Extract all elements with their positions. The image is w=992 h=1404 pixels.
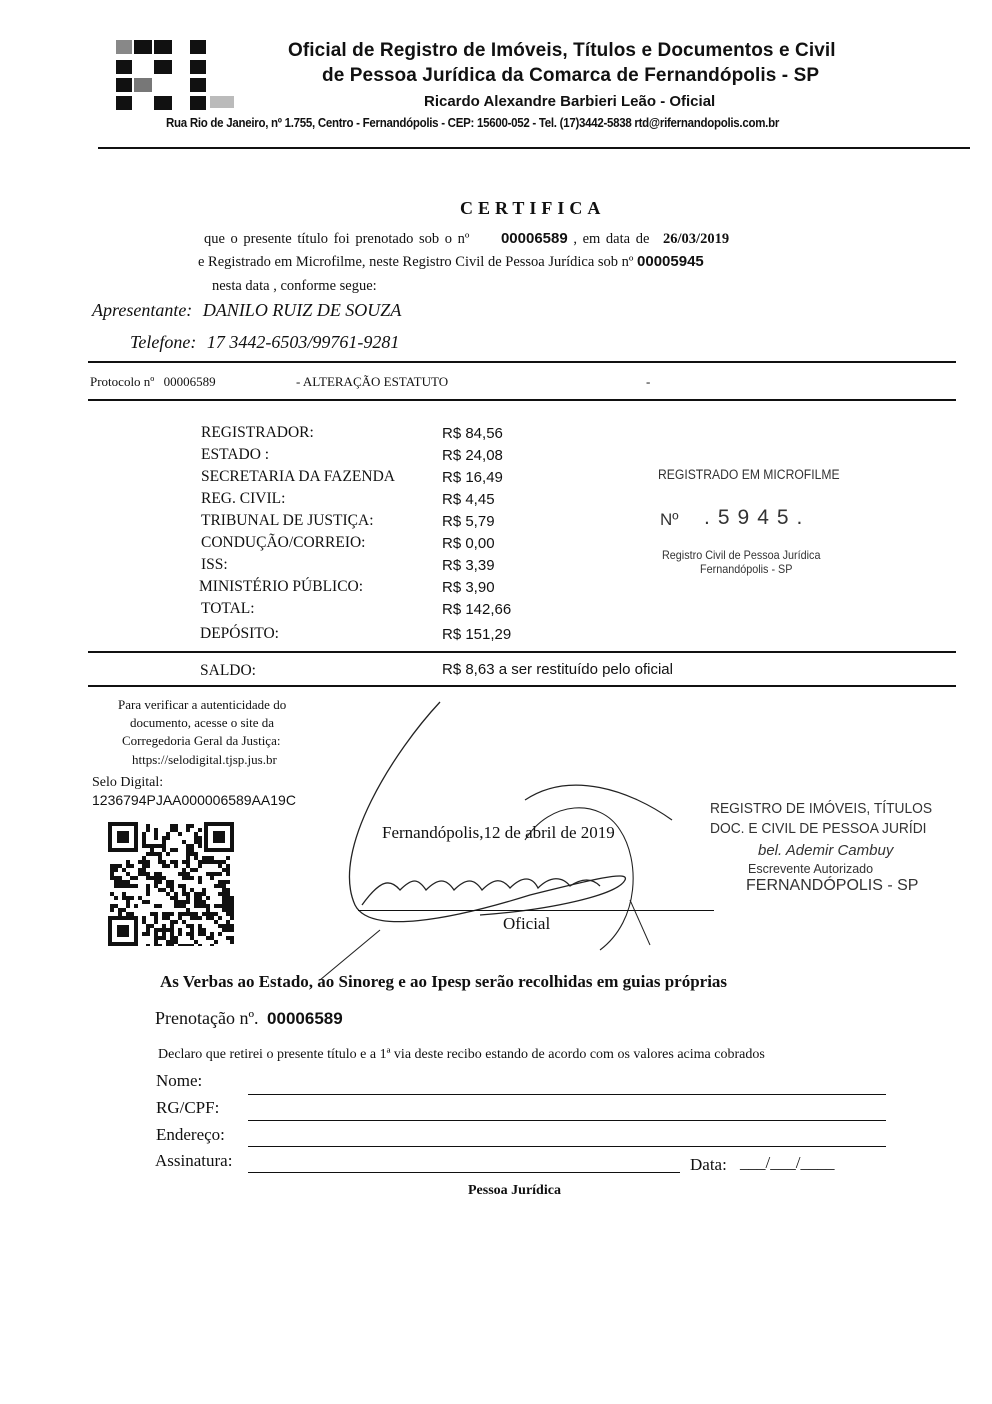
fee-value: R$ 16,49 bbox=[442, 469, 503, 486]
phone-value: 17 3442-6503/99761-9281 bbox=[206, 332, 400, 352]
fee-value: R$ 5,79 bbox=[442, 513, 495, 530]
fee-label: ISS: bbox=[201, 556, 228, 573]
registry-stamp-line-1: REGISTRO DE IMÓVEIS, TÍTULOS bbox=[710, 800, 933, 817]
fee-value: R$ 24,08 bbox=[442, 447, 503, 464]
fee-value: R$ 4,45 bbox=[442, 491, 495, 508]
microfilm-stamp-line-2: Fernandópolis - SP bbox=[700, 562, 793, 576]
prenotation-row bbox=[155, 1008, 343, 1029]
registry-stamp-line-4: Escrevente Autorizado bbox=[748, 862, 874, 876]
protocol-top-divider bbox=[88, 361, 956, 363]
declaration: Declaro que retirei o presente título e a 1ª via deste recibo estando de acordo com os valores acima cobrados bbox=[158, 1047, 765, 1062]
header-divider bbox=[98, 147, 970, 149]
certificate-line-1 bbox=[204, 230, 729, 248]
verification-line-3: Corregedoria Geral da Justiça: bbox=[122, 733, 281, 748]
verification-url[interactable]: https://selodigital.tjsp.jus.br bbox=[132, 752, 277, 767]
seal-code: 1236794PJAA000006589AA19C bbox=[92, 792, 296, 808]
id-label: RG/CPF: bbox=[156, 1098, 220, 1117]
fee-value: R$ 84,56 bbox=[442, 425, 503, 442]
qr-code-icon bbox=[108, 822, 234, 946]
microfilm-number: .5945. bbox=[704, 506, 811, 529]
fee-value: R$ 0,00 bbox=[442, 535, 495, 552]
fee-label: REGISTRADOR: bbox=[201, 424, 314, 441]
fee-label: SECRETARIA DA FAZENDA bbox=[201, 468, 395, 485]
name-label: Nome: bbox=[156, 1071, 203, 1090]
prenotation-label: Prenotação nº. bbox=[155, 1008, 259, 1028]
protocol-bottom-divider bbox=[88, 399, 956, 401]
footer-bottom-label: Pessoa Jurídica bbox=[468, 1183, 561, 1198]
protocol-dash: - bbox=[646, 374, 651, 389]
registry-stamp-line-3: bel. Ademir Cambuy bbox=[758, 842, 894, 859]
microfilm-number-label: Nº bbox=[660, 510, 679, 529]
presenter-label: Apresentante: bbox=[92, 300, 193, 320]
date-label: Data: bbox=[690, 1155, 727, 1174]
place-date: Fernandópolis,12 de abril de 2019 bbox=[382, 823, 615, 842]
header-line-2: de Pessoa Jurídica da Comarca de Fernandópolis - SP bbox=[322, 65, 820, 86]
saldo-bottom-divider bbox=[88, 685, 956, 687]
microfilm-stamp-line-1: Registro Civil de Pessoa Jurídica bbox=[662, 548, 821, 562]
protocol-description: - ALTERAÇÃO ESTATUTO bbox=[296, 374, 449, 389]
fee-value: R$ 3,39 bbox=[442, 557, 495, 574]
fee-label: TRIBUNAL DE JUSTIÇA: bbox=[201, 512, 374, 529]
prenotation-date: 26/03/2019 bbox=[663, 231, 730, 247]
footer-notice: As Verbas ao Estado, ao Sinoreg e ao Ipesp serão recolhidas em guias próprias bbox=[160, 972, 728, 991]
fee-value: R$ 151,29 bbox=[442, 626, 512, 643]
prenotation-number: 00006589 bbox=[500, 230, 568, 247]
signature-role: Oficial bbox=[503, 914, 551, 933]
signature-line bbox=[358, 910, 714, 911]
id-field[interactable] bbox=[248, 1120, 886, 1121]
protocol-label: Protocolo nº bbox=[90, 374, 155, 389]
certificate-line-3: nesta data , conforme segue: bbox=[212, 278, 377, 294]
signature-icon bbox=[300, 690, 720, 990]
protocol-row bbox=[90, 374, 216, 390]
verification-line-2: documento, acesse o site da bbox=[130, 715, 275, 730]
seal-label: Selo Digital: bbox=[92, 775, 164, 790]
registry-logo bbox=[112, 38, 237, 113]
saldo-label: SALDO: bbox=[200, 662, 256, 679]
certificate-line-2-text: e Registrado em Microfilme, neste Registro Civil de Pessoa Jurídica sob nº bbox=[198, 254, 634, 270]
registry-stamp-line-2: DOC. E CIVIL DE PESSOA JURÍDI bbox=[710, 820, 927, 837]
registry-number: 00005945 bbox=[637, 253, 704, 270]
saldo-top-divider bbox=[88, 651, 956, 653]
certificate-line-2 bbox=[198, 253, 704, 271]
header-address: Rua Rio de Janeiro, nº 1.755, Centro - Fernandópolis - CEP: 15600-052 - Tel. (17)3442-5838 rtd@rifernandopolis.com.br bbox=[166, 116, 780, 130]
protocol-number: 00006589 bbox=[163, 374, 216, 389]
name-field[interactable] bbox=[248, 1094, 886, 1095]
header-officer: Ricardo Alexandre Barbieri Leão - Oficial bbox=[424, 93, 716, 110]
footer-prenotation-number: 00006589 bbox=[267, 1009, 343, 1028]
certificate-title: CERTIFICA bbox=[460, 198, 606, 218]
fee-value: R$ 142,66 bbox=[442, 601, 512, 618]
presenter-name: DANILO RUIZ DE SOUZA bbox=[202, 300, 402, 320]
fee-label: CONDUÇÃO/CORREIO: bbox=[201, 534, 366, 551]
fee-value: R$ 3,90 bbox=[442, 579, 495, 596]
date-field[interactable]: ___/___/____ bbox=[740, 1153, 835, 1172]
fee-label: DEPÓSITO: bbox=[200, 625, 279, 642]
microfilm-stamp-title: REGISTRADO EM MICROFILME bbox=[658, 467, 840, 482]
address-label: Endereço: bbox=[156, 1125, 225, 1144]
signature-label: Assinatura: bbox=[155, 1151, 233, 1170]
presenter-row bbox=[92, 300, 401, 321]
date-prefix: , em data de bbox=[573, 231, 650, 247]
address-field[interactable] bbox=[248, 1146, 886, 1147]
fee-label: REG. CIVIL: bbox=[201, 490, 286, 507]
saldo-value: R$ 8,63 a ser restituído pelo oficial bbox=[442, 661, 673, 678]
fee-label: MINISTÉRIO PÚBLICO: bbox=[199, 578, 364, 595]
phone-row bbox=[130, 332, 399, 353]
phone-label: Telefone: bbox=[130, 332, 197, 352]
registry-stamp-line-5: FERNANDÓPOLIS - SP bbox=[746, 877, 919, 894]
signature-field[interactable] bbox=[248, 1172, 680, 1173]
verification-line-1: Para verificar a autenticidade do bbox=[118, 697, 287, 712]
fee-label: ESTADO : bbox=[201, 446, 270, 463]
fee-label: TOTAL: bbox=[201, 600, 255, 617]
header-line-1: Oficial de Registro de Imóveis, Títulos e Documentos e Civil bbox=[288, 40, 836, 61]
certificate-line-1-text: que o presente título foi prenotado sob o nº bbox=[204, 231, 470, 247]
